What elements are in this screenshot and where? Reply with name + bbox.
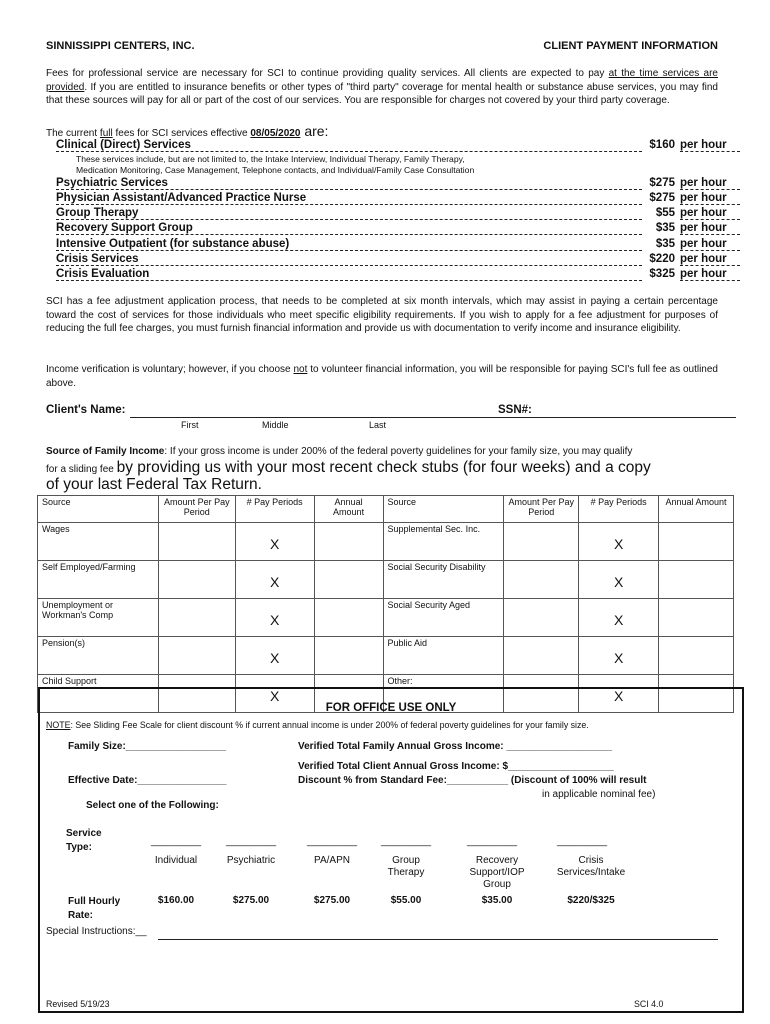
intro-paragraph: Fees for professional service are necessary for SCI to continue providing quality services. All clients are expected to pay at the time services are provided. If you are entitled to insurance benefits or other types of "third party" coverage for mental health or substance abuse services, you may find that these sources will pay for all or part of the cost of our services. You are responsible for charges not covered by your third party coverage. — [46, 68, 718, 107]
verified-family-income-field[interactable]: Verified Total Family Annual Gross Income: ___________________ — [298, 741, 613, 752]
periods-cell: X — [235, 561, 314, 599]
amount-cell[interactable] — [158, 637, 235, 675]
service-row: Clinical (Direct) Services $160 per hour — [46, 139, 740, 153]
family-income-intro: Source of Family Income: If your gross income is under 200% of the federal poverty guidelines for your family size, you may qualify — [46, 446, 633, 457]
form-title: CLIENT PAYMENT INFORMATION — [543, 40, 718, 52]
service-row: Intensive Outpatient (for substance abuse) $35 per hour — [46, 238, 740, 252]
org-name: SINNISSIPPI CENTERS, INC. — [46, 40, 195, 52]
service-row: Crisis Services $220 per hour — [46, 253, 740, 267]
amount-cell[interactable] — [158, 523, 235, 561]
select-label: Select one of the Following: — [86, 800, 219, 811]
amount-cell[interactable] — [158, 561, 235, 599]
client-name-label: Client's Name: — [46, 404, 126, 416]
periods-cell: X — [579, 637, 659, 675]
amount-cell[interactable] — [504, 523, 579, 561]
annual-cell[interactable] — [659, 637, 734, 675]
type-psychiatric: Psychiatric — [226, 855, 276, 866]
fee-adjustment-paragraph: SCI has a fee adjustment application process, that needs to be completed at six month intervals, which may assist in paying a certain percentage toward the cost of services for those individuals who meet specific eligibility requirements. If you wish to apply for a fee adjustment for purposes of reducing the full fee charges, you must furnish financial information and provide us with documentation to verify income and insurance eligibility. — [46, 296, 718, 335]
amount-cell[interactable] — [504, 561, 579, 599]
periods-cell: X — [579, 599, 659, 637]
office-title: FOR OFFICE USE ONLY — [325, 702, 457, 714]
special-instructions-line[interactable] — [158, 939, 718, 940]
col-periods: # Pay Periods — [235, 496, 314, 523]
col-amount: Amount Per Pay Period — [158, 496, 235, 523]
family-income-line3: of your last Federal Tax Return. — [46, 476, 262, 493]
annual-cell[interactable] — [314, 523, 383, 561]
verified-client-income-field[interactable]: Verified Total Client Annual Gross Income: $___________________ — [298, 761, 614, 772]
amount-cell[interactable] — [504, 599, 579, 637]
service-row: Group Therapy $55 per hour — [46, 207, 740, 221]
rate-individual: $160.00 — [157, 895, 195, 906]
service-type-blank[interactable]: _________ — [556, 836, 608, 847]
col-amount: Amount Per Pay Period — [504, 496, 579, 523]
rate-group-therapy: $55.00 — [390, 895, 422, 906]
periods-cell: X — [579, 523, 659, 561]
effective-date-field[interactable]: Effective Date:________________ — [68, 775, 227, 786]
type-individual: Individual — [154, 855, 198, 866]
periods-cell: X — [579, 561, 659, 599]
periods-cell: X — [235, 523, 314, 561]
col-annual: Annual Amount — [659, 496, 734, 523]
type-group-therapy: Group Therapy — [387, 855, 425, 878]
service-type-blank[interactable]: _________ — [466, 836, 518, 847]
full-hourly-rate-label: Full Hourly Rate: — [68, 896, 121, 921]
office-note: NOTE: See Sliding Fee Scale for client discount % if current annual income is under 200% of federal poverty guidelines for your family size. — [46, 720, 589, 730]
first-caption: First — [181, 420, 199, 430]
source-cell: Wages — [38, 523, 159, 561]
periods-cell: X — [235, 675, 314, 713]
special-instructions-label: Special Instructions:__ — [46, 926, 147, 937]
source-cell: Supplemental Sec. Inc. — [383, 523, 504, 561]
amount-cell[interactable] — [504, 637, 579, 675]
periods-cell: X — [579, 675, 659, 713]
type-crisis-services: Crisis Services/Intake — [556, 855, 626, 878]
annual-cell[interactable] — [314, 637, 383, 675]
middle-caption: Middle — [262, 420, 289, 430]
source-cell: Social Security Disability — [383, 561, 504, 599]
income-verification-paragraph: Income verification is voluntary; however, if you choose not to volunteer financial information, you will be responsible for paying SCI's full fee as outlined above. — [46, 364, 718, 389]
rate-crisis-services: $220/$325 — [567, 895, 615, 906]
col-annual: Annual Amount — [314, 496, 383, 523]
col-source: Source — [383, 496, 504, 523]
rate-recovery-support: $35.00 — [481, 895, 513, 906]
periods-cell: X — [235, 599, 314, 637]
service-type-label: Service Type: — [66, 828, 102, 853]
annual-cell[interactable] — [659, 523, 734, 561]
income-table — [37, 495, 734, 713]
service-row: Psychiatric Services $275 per hour — [46, 177, 740, 191]
annual-cell[interactable] — [314, 561, 383, 599]
source-cell: Unemployment or Workman's Comp — [38, 599, 159, 637]
col-source: Source — [38, 496, 159, 523]
service-type-blank[interactable]: _________ — [150, 836, 202, 847]
service-row: Physician Assistant/Advanced Practice Nurse $275 per hour — [46, 192, 740, 206]
rate-pa-apn: $275.00 — [313, 895, 351, 906]
service-type-blank[interactable]: _________ — [306, 836, 358, 847]
form-code: SCI 4.0 — [634, 999, 664, 1009]
source-cell: Child Support — [38, 675, 159, 713]
type-pa-apn: PA/APN — [314, 855, 350, 866]
service-type-blank[interactable]: _________ — [225, 836, 277, 847]
discount-field[interactable]: Discount % from Standard Fee:___________ (Discount of 100% will result — [298, 775, 647, 786]
source-cell: Public Aid — [383, 637, 504, 675]
source-cell: Other: — [383, 675, 504, 713]
family-size-field[interactable]: Family Size:__________________ — [68, 741, 226, 752]
source-cell: Pension(s) — [38, 637, 159, 675]
office-use-box — [38, 687, 744, 1013]
discount-note: in applicable nominal fee) — [542, 789, 656, 800]
amount-cell[interactable] — [158, 599, 235, 637]
last-caption: Last — [369, 420, 387, 430]
clinical-note: These services include, but are not limited to, the Intake Interview, Individual Therapy, Family Therapy, Medication Monitoring, Case Management, Telephone contacts, and Individual/Family Case Consultation — [76, 154, 475, 175]
fees-effective-line: The current full fees for SCI services effective 08/05/2020 are: — [46, 123, 329, 139]
annual-cell[interactable] — [659, 599, 734, 637]
annual-cell[interactable] — [659, 561, 734, 599]
client-name-line[interactable] — [130, 417, 736, 418]
type-recovery-support: Recovery Support/IOP Group — [469, 855, 525, 890]
source-cell: Social Security Aged — [383, 599, 504, 637]
revised-date: Revised 5/19/23 — [46, 999, 110, 1009]
family-income-line2: for a sliding fee by providing us with your most recent check stubs (for four weeks) and a copy — [46, 459, 651, 476]
service-type-blank[interactable]: _________ — [380, 836, 432, 847]
service-row: Crisis Evaluation $325 per hour — [46, 268, 740, 282]
col-periods: # Pay Periods — [579, 496, 659, 523]
service-row: Recovery Support Group $35 per hour — [46, 222, 740, 236]
periods-cell: X — [235, 637, 314, 675]
rate-psychiatric: $275.00 — [232, 895, 270, 906]
annual-cell[interactable] — [314, 599, 383, 637]
source-cell: Self Employed/Farming — [38, 561, 159, 599]
ssn-label: SSN#: — [498, 404, 532, 416]
